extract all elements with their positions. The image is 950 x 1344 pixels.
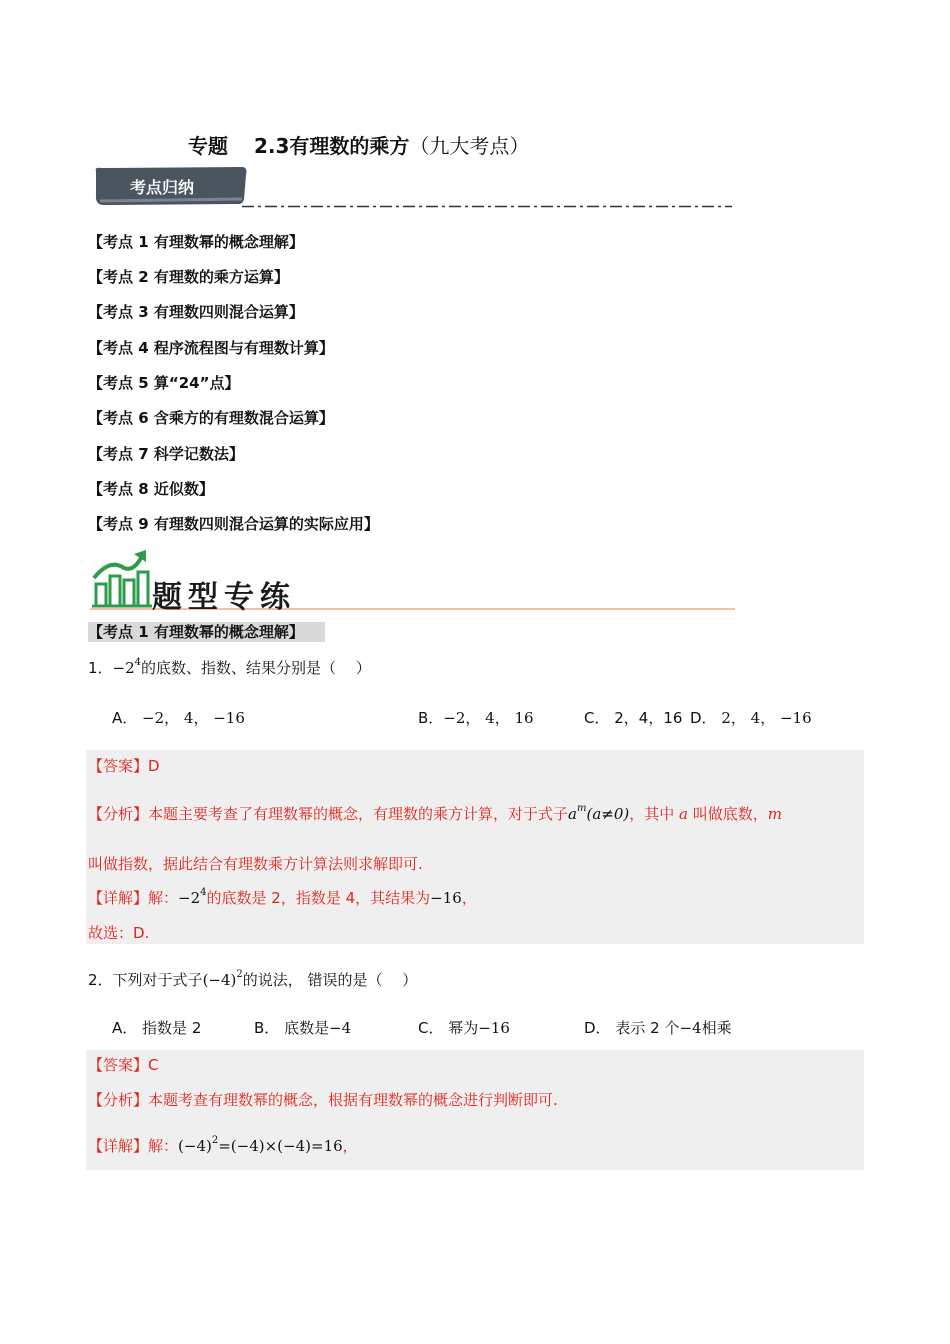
q2-analysis: [88, 1089, 558, 1110]
badge-label: 考点归纳: [130, 178, 195, 197]
option-label: B．: [254, 1019, 280, 1037]
kaodian-badge: [92, 165, 250, 207]
option-value: 表示 2 个: [615, 1019, 680, 1037]
detail-exp: 4: [200, 887, 207, 898]
question-2: [88, 969, 417, 990]
option-value: 2， 4， −16: [721, 709, 812, 727]
option-math: −16: [478, 1019, 510, 1037]
analysis-text: 叫做底数，: [692, 805, 768, 823]
option-math: −4: [679, 1019, 702, 1037]
q2-number: 2．: [88, 971, 113, 989]
analysis-a: a: [568, 805, 577, 823]
option-label: A．: [112, 709, 138, 727]
analysis-text: ，其中: [629, 805, 675, 823]
title-main: 2.3有理数的乘方: [254, 134, 410, 158]
toc-item-4: 【考点 4 程序流程图与有理数计算】: [88, 339, 334, 357]
answer-tag: 【答案】: [88, 1056, 149, 1074]
q2-expr-exp: 2: [236, 969, 243, 980]
detail-result: −16: [430, 889, 462, 907]
q2-text: 的说法， 错误的是（ ）: [242, 971, 418, 989]
q1-text: 的底数、指数、结果分别是（ ）: [141, 659, 371, 677]
option-value: 幂为: [448, 1019, 479, 1037]
option-value: 指数是 2: [142, 1019, 202, 1037]
analysis-tag: 【分析】: [88, 1091, 149, 1109]
page-title: [0, 130, 950, 159]
analysis-m: m: [767, 805, 783, 823]
analysis-a: a: [679, 805, 688, 823]
q1-number: 1．: [88, 659, 113, 677]
banner-label: 题型专练: [152, 580, 296, 615]
answer-value: D: [148, 757, 160, 775]
dashed-divider: [242, 205, 732, 208]
section-label: 【考点 1 有理数幂的概念理解】: [88, 622, 325, 642]
analysis-text: 本题主要考查了有理数幂的概念，有理数的乘方计算，对于式子: [148, 805, 569, 823]
answer-value: C: [148, 1056, 159, 1074]
toc-item-8: 【考点 8 近似数】: [88, 480, 214, 498]
toc-item-1: 【考点 1 有理数幂的概念理解】: [88, 233, 304, 251]
analysis-text: 本题考查有理数幂的概念，根据有理数幂的概念进行判断即可.: [148, 1091, 558, 1109]
analysis-m-exp: m: [576, 803, 587, 814]
q2-detail: [88, 1135, 358, 1156]
option-label: C．: [418, 1019, 444, 1037]
toc-item-6: 【考点 6 含乘方的有理数混合运算】: [88, 409, 334, 427]
q2-option-b: [254, 1017, 351, 1038]
option-label: B．: [418, 709, 444, 727]
q1-detail: [88, 887, 477, 908]
q1-choose: 故选：D.: [88, 924, 150, 942]
answer-tag: 【答案】: [88, 757, 149, 775]
q2-answer: [88, 1054, 159, 1075]
analysis-tag: 【分析】: [88, 805, 149, 823]
q1-option-b: [418, 707, 534, 728]
detail-expr: (−4): [178, 1137, 212, 1155]
option-value: 2，4，16: [614, 709, 683, 727]
option-value: −2， 4， 16: [443, 709, 534, 727]
option-value: 相乘: [701, 1019, 732, 1037]
q2-option-d: [584, 1017, 732, 1038]
q1-expr-exp: 4: [134, 657, 142, 668]
title-paren: （九大考点）: [409, 134, 530, 158]
q2-text: 下列对于式子: [112, 971, 203, 989]
q2-option-c: [418, 1017, 510, 1038]
q1-expr-base: −2: [112, 659, 135, 677]
title-prefix: 专题: [188, 134, 228, 158]
detail-expr: =(−4)×(−4)=16: [218, 1137, 343, 1155]
question-1: [88, 657, 371, 678]
toc-item-5: 【考点 5 算“24”点】: [88, 374, 240, 392]
q1-analysis-cont: 叫做指数，据此结合有理数乘方计算法则求解即可.: [88, 855, 423, 873]
option-math: −4: [329, 1019, 352, 1037]
detail-text: ，: [461, 889, 477, 907]
q2-expr: (−4): [202, 971, 237, 989]
option-label: C．: [584, 709, 610, 727]
option-value: −2， 4， −16: [142, 709, 245, 727]
toc-item-2: 【考点 2 有理数的乘方运算】: [88, 268, 289, 286]
toc-item-3: 【考点 3 有理数四则混合运算】: [88, 303, 304, 321]
toc-item-9: 【考点 9 有理数四则混合运算的实际应用】: [88, 515, 379, 533]
detail-exp: 2: [211, 1135, 219, 1146]
detail-base: −2: [178, 889, 201, 907]
option-value: 底数是: [284, 1019, 330, 1037]
detail-tag: 【详解】: [88, 889, 149, 907]
q2-option-a: [112, 1017, 201, 1038]
q1-option-a: [112, 707, 245, 728]
q1-answer: [88, 755, 160, 776]
detail-text: 的底数是 2，指数是 4，其结果为: [206, 889, 431, 907]
analysis-cond: (a≠0): [586, 805, 630, 823]
q1-solution-box: [86, 750, 864, 944]
detail-tag: 【详解】: [88, 1137, 149, 1155]
q1-analysis: [88, 803, 782, 824]
q1-option-c: [584, 707, 682, 728]
option-label: D．: [584, 1019, 611, 1037]
q1-option-d: [690, 707, 812, 728]
detail-text: ，: [342, 1137, 358, 1155]
detail-text: 解：: [148, 889, 179, 907]
option-label: A．: [112, 1019, 138, 1037]
option-label: D．: [690, 709, 717, 727]
detail-text: 解：: [148, 1137, 179, 1155]
toc-item-7: 【考点 7 科学记数法】: [88, 445, 244, 463]
